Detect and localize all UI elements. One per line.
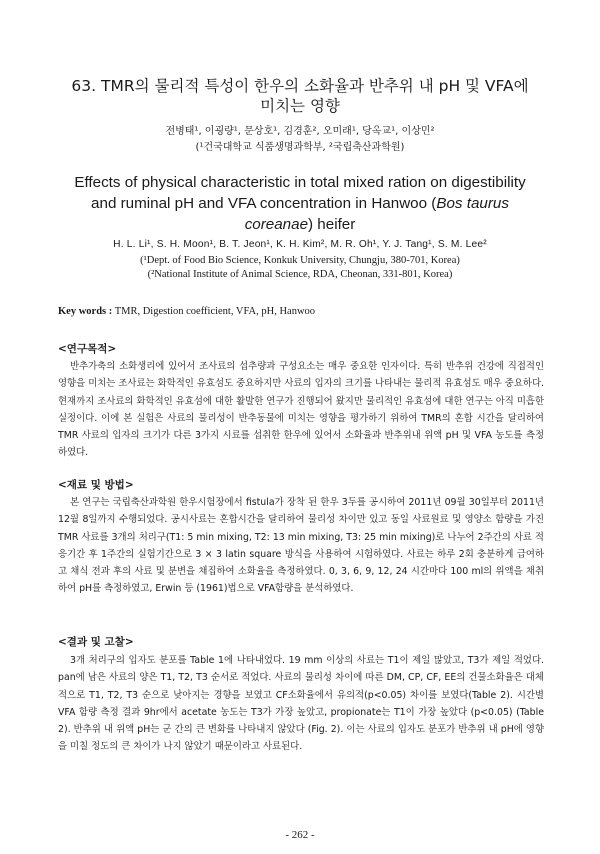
keywords-value: TMR, Digestion coefficient, VFA, pH, Hanwoo [114, 306, 316, 317]
section-body-methods: 본 연구는 국립축산과학원 한우시험장에서 fistula가 장착 된 한우 3두를 공시하여 2011년 09월 30일부터 2011년 12월 8일까지 수행되었다. 공시사료는 혼합시간을 달리하여 물리성 차이만 있고 동일 사료원료 및 영양소 함량을 가진 TMR 사료를 3개의 처리구(T1: 5 min mixing, T2: 13 min mixing, T3: 25 min mixing)로 나누어 2주간의 사료 적응기간 후 1주간의 실험기간으로 3 × 3 latin square 방식을 사용하여 시험하였다. 사료는 하루 2회 충분하게 급여하고 채식 전과 후의 사료 및 분변을 채집하여 소화율을 측정하였다. 0, 3, 6, 9, 12, 24 시간마다 100 ml의 위액을 채취하여 pH를 측정하였고, Erwin 등 (1961)법으로 VFA함량을 분석하였다. [58, 497, 544, 595]
section-heading-results: <결과 및 고찰> [58, 636, 134, 648]
english-title-line1: Effects of physical characteristic in total mixed ration on digestibility [74, 174, 526, 191]
keywords-label: Key words : [58, 306, 113, 317]
korean-authors: 전병태¹, 이굉량¹, 문상호¹, 김경훈², 오미래¹, 당옥교¹, 이상민² [165, 126, 435, 137]
english-authors: H. L. Li¹, S. H. Moon¹, B. T. Jeon¹, K. H. Kim², M. R. Oh¹, Y. J. Tang¹, S. M. Lee² [113, 239, 487, 250]
english-title-line2 [40, 193, 560, 214]
english-title-line2-text: and ruminal pH and VFA concentration in Hanwoo ( [91, 195, 437, 212]
page-number: - 262 - [285, 829, 315, 841]
korean-title-line2: 미치는 영향 [260, 97, 340, 115]
section-body-results: 3개 처리구의 입자도 분포를 Table 1에 나타내었다. 19 mm 이상의 사료는 T1이 제일 많았고, T3가 제일 적었다. pan에 남은 사료의 양은 T1, T2, T3 순서로 적었다. 사료의 물리성 차이에 따른 DM, CP, CF, EE의 건물소화율은 대체적으로 T1, T2, T3 순으로 낮아지는 경향을 보였고 CF소화율에서 유의적(p<0.05) 차이를 보였다(Table 2). 시간별 VFA 함량 측정 결과 9hr에서 acetate 농도는 T3가 가장 높았고, propionate는 T1이 가장 높았다 (p<0.05) (Table 2). 반추위 내 위액 pH는 군 간의 큰 변화를 나타내지 않았다 (Fig. 2). 이는 사료의 입자도 분포가 반추위 내 pH에 영향을 미칠 정도의 큰 차이가 나지 않았기 때문이라고 사료된다. [58, 655, 544, 753]
section-body-objective: 반추가축의 소화생리에 있어서 조사료의 섭추량과 구성요소는 매우 중요한 인자이다. 특히 반추위 건강에 직접적인 영향을 미치는 조사료는 화학적인 유효섬도 중요하지만 사료의 입자의 크기를 나타내는 물리적 유효섬도 매우 중요하다. 현재까지 조사료의 화학적인 유효섬에 대한 활발한 연구가 진행되어 왔지만 물리적인 유효섬에 대한 연구는 아직 미흡한 실정이다. 이에 본 실험은 사료의 물리성이 반추동물에 미치는 영향을 평가하기 위하여 TMR의 혼합 시간을 달리하여 TMR 사료의 입자의 크기가 다른 3가지 시료를 섭취한 한우에 있어서 소화율과 반추위내 위액 pH 및 VFA 농도를 측정하였다. [58, 361, 544, 459]
english-title [40, 172, 560, 235]
section-heading-methods: <재료 및 방법> [58, 479, 134, 491]
korean-title [40, 76, 560, 116]
keywords [58, 305, 558, 319]
section-heading-objective: <연구목적> [58, 343, 117, 355]
english-affiliation-2: (²National Institute of Animal Science, RDA, Cheonan, 331-801, Korea) [147, 269, 453, 280]
english-title-line3-text: ) heifer [308, 216, 356, 233]
english-title-line3 [40, 214, 560, 235]
korean-title-line1: 63. TMR의 물리적 특성이 한우의 소화율과 반추위 내 pH 및 VFA에 [71, 77, 529, 95]
species-name-part2: coreanae [244, 216, 309, 233]
species-name-part1: Bos taurus [436, 195, 509, 212]
english-affiliation-1: (¹Dept. of Food Bio Science, Konkuk University, Chungju, 380-701, Korea) [140, 255, 460, 266]
korean-affiliations: (¹건국대학교 식품생명과학부, ²국립축산과학원) [195, 142, 405, 153]
